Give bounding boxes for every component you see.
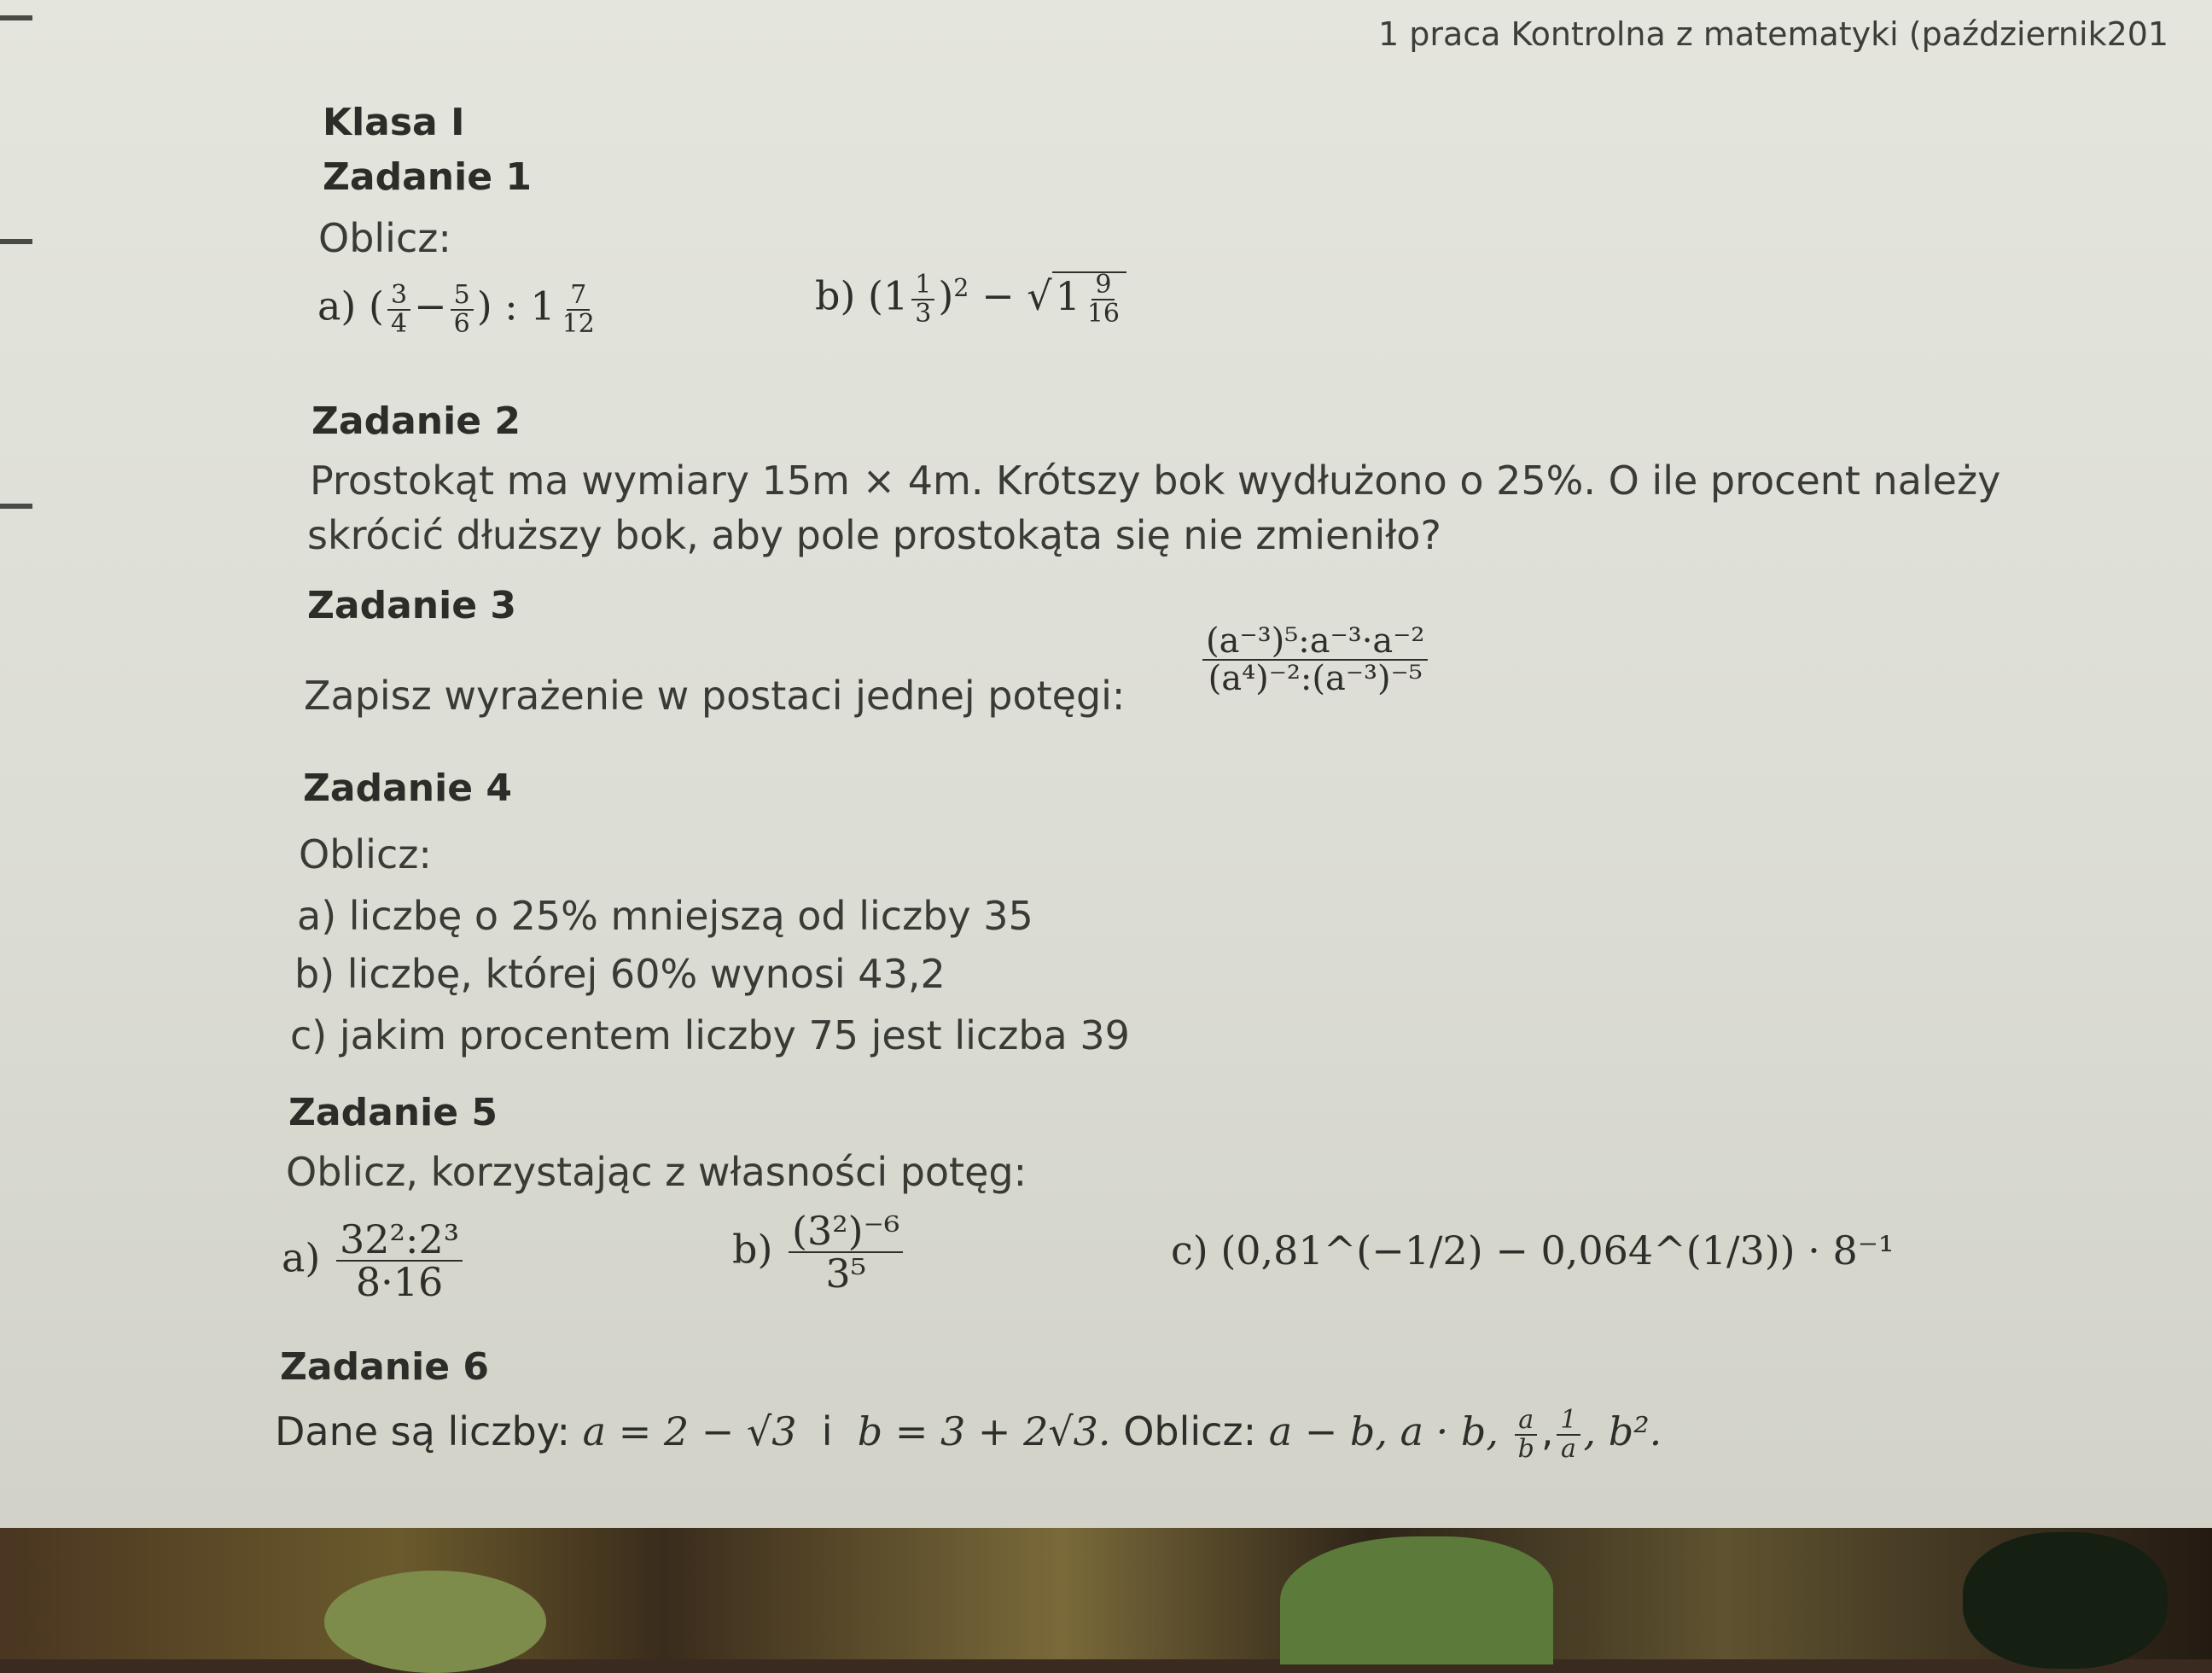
tablecloth-pattern — [1963, 1532, 2168, 1669]
tablecloth-pattern — [1280, 1536, 1553, 1664]
fraction: $\frac{a}{b}$ — [1515, 1407, 1538, 1462]
task-5-instruction: Oblicz, korzystając z własności potęg: — [286, 1149, 1027, 1195]
fraction: $\frac{1}{a}$ — [1557, 1407, 1580, 1462]
binder-mark — [0, 239, 32, 244]
task-5a-expression — [282, 1216, 466, 1306]
task-1a-label: a) — [317, 283, 357, 329]
task-4-item-a: a) liczbę o 25% mniejszą od liczby 35 — [297, 893, 1033, 939]
task-2-line-2: skrócić dłuższy bok, aby pole prostokąta się nie zmieniło? — [307, 512, 1441, 558]
fraction: $\frac{\text{32²:2³}}{8\cdot 16}$ — [336, 1219, 463, 1303]
fraction: $\frac{\text{(a⁻³)⁵:a⁻³·a⁻²}}{\text{(a⁴)⁻²:(a⁻³)⁻⁵}}$ — [1202, 623, 1428, 697]
task-1-instruction: Oblicz: — [318, 215, 451, 261]
fraction: $\frac{9}{16}$ — [1086, 270, 1121, 329]
task-4-item-c: c) jakim procentem liczby 75 jest liczba 39 — [290, 1012, 1130, 1058]
task-2-line-1: Prostokąt ma wymiary 15m × 4m. Krótszy bok wydłużono o 25%. O ile procent należy — [310, 458, 2001, 504]
tablecloth-pattern — [324, 1571, 546, 1673]
task-5b-expression — [732, 1210, 906, 1295]
binder-mark — [0, 504, 32, 509]
task-5-title: Zadanie 5 — [288, 1091, 498, 1134]
fraction: $\frac{7}{12}$ — [562, 280, 595, 339]
task-4-title: Zadanie 4 — [303, 767, 512, 810]
task-5c-label: c) — [1171, 1227, 1208, 1274]
fraction: $\frac{5}{6}$ — [451, 282, 474, 337]
task-4-instruction: Oblicz: — [299, 831, 432, 877]
task-1b-expression: b) (1 $\frac{1}{3}$ )$^2$ − √1 $\frac{9}{16}$ — [815, 271, 1126, 327]
fraction: $\frac{\text{(3²)⁻⁶}}{\text{3⁵}}$ — [789, 1210, 903, 1295]
fraction: $\frac{3}{4}$ — [387, 282, 410, 337]
sqrt-radicand: 1 $\frac{9}{16}$ — [1052, 271, 1126, 319]
task-6-title: Zadanie 6 — [280, 1345, 489, 1389]
page-header: 1 praca Kontrolna z matematyki (październik201 — [1378, 15, 2169, 53]
task-3-instruction: Zapisz wyrażenie w postaci jednej potęgi: — [304, 673, 1126, 719]
task-2-title: Zadanie 2 — [311, 399, 521, 443]
task-3-title: Zadanie 3 — [307, 584, 516, 627]
task-5c-expression: c) (0,81^(−1/2) − 0,064^(1/3)) · 8⁻¹ — [1171, 1227, 1895, 1274]
task-1a-expression: a) ( $\frac{3}{4}$ − $\frac{5}{6}$ ) : 1 $\frac{7}{12}$ — [317, 282, 602, 337]
task-4-item-b: b) liczbę, której 60% wynosi 43,2 — [294, 951, 946, 997]
task-5a-label: a) — [282, 1234, 321, 1281]
fraction: $\frac{1}{3}$ — [911, 271, 934, 327]
task-1-title: Zadanie 1 — [323, 155, 532, 199]
task-6-statement: Dane są liczby: a = 2 − √3 i b = 3 + 2√3. Oblicz: a − b, a · b, $\frac{a}{b}$ , $\frac{1}{a}$ , b². — [275, 1405, 1662, 1464]
task-5b-label: b) — [732, 1226, 773, 1273]
task-3-expression — [1199, 623, 1431, 697]
class-label: Klasa I — [323, 101, 465, 144]
binder-mark — [0, 15, 32, 20]
task-1b-label: b) — [815, 272, 856, 319]
